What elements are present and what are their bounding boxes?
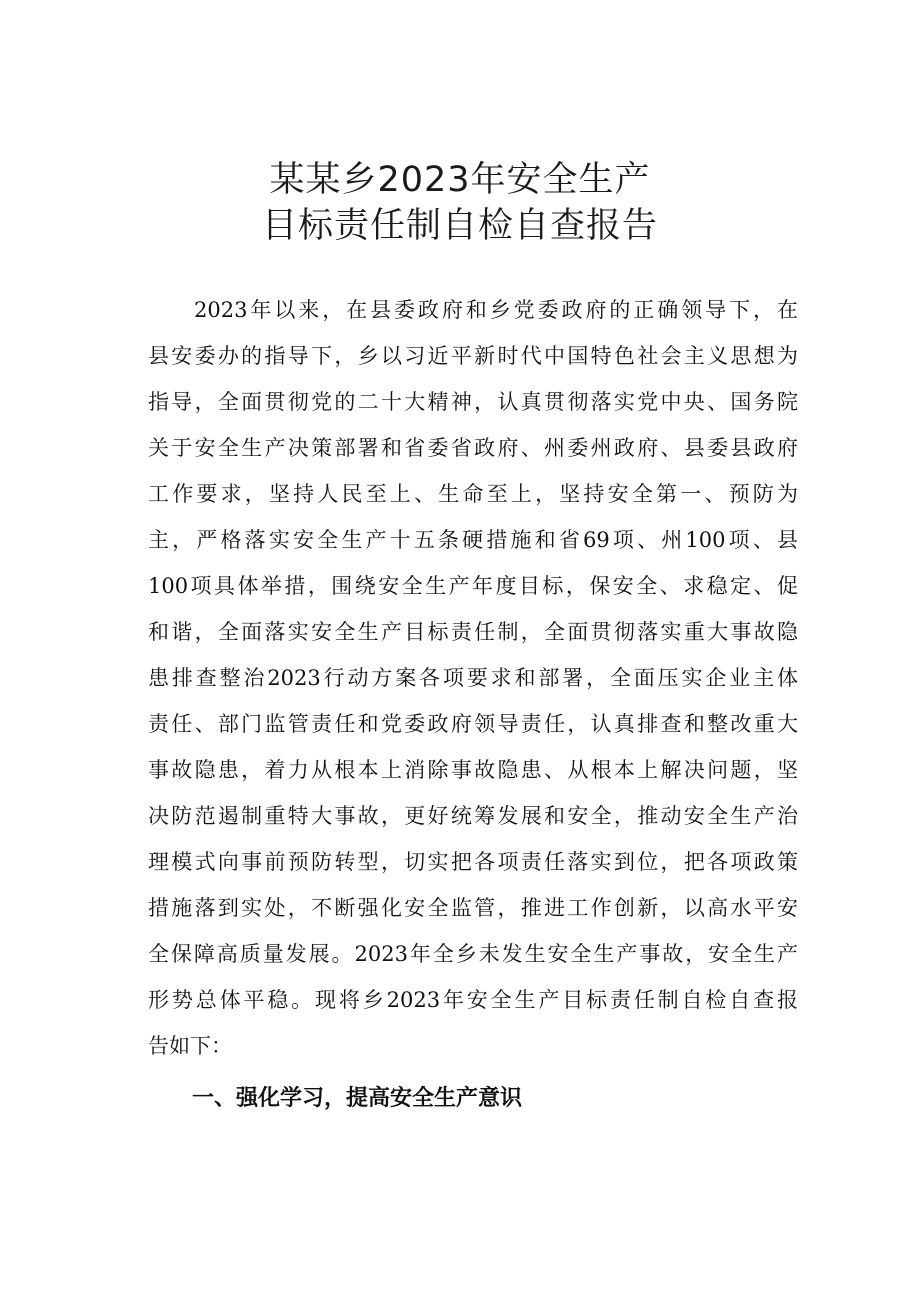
paragraph-line: 告如下： [148,1034,232,1058]
paragraph-line: 决防范遏制重特大事故，更好统筹发展和安全，推动安全生产治 [148,804,798,828]
paragraph-line: 工作要求，坚持人民至上、生命至上，坚持安全第一、预防为 [148,482,798,506]
paragraph-line: 100项具体举措，围绕安全生产年度目标，保安全、求稳定、促 [148,574,798,598]
section-heading: 一、强化学习，提高安全生产意识 [192,1086,523,1111]
paragraph-line: 和谐，全面落实安全生产目标责任制，全面贯彻落实重大事故隐 [148,620,798,644]
paragraph-line: 全保障高质量发展。2023年全乡未发生安全生产事故，安全生产 [148,942,798,966]
paragraph-line: 指导，全面贯彻党的二十大精神，认真贯彻落实党中央、国务院 [148,390,798,414]
document-title-line-1: 某某乡2023年安全生产 [269,160,651,200]
paragraph-line: 主，严格落实安全生产十五条硬措施和省69项、州100项、县 [148,528,798,552]
paragraph-line: 关于安全生产决策部署和省委省政府、州委州政府、县委县政府 [148,436,798,460]
paragraph-line: 县安委办的指导下，乡以习近平新时代中国特色社会主义思想为 [148,344,798,368]
paragraph-line: 事故隐患，着力从根本上消除事故隐患、从根本上解决问题，坚 [148,758,798,782]
paragraph-line: 患排查整治2023行动方案各项要求和部署，全面压实企业主体 [148,666,798,690]
paragraph-line: 措施落到实处，不断强化安全监管，推进工作创新，以高水平安 [148,896,798,920]
paragraph-line: 2023年以来，在县委政府和乡党委政府的正确领导下，在 [194,298,798,322]
paragraph-line: 理模式向事前预防转型，切实把各项责任落实到位，把各项政策 [148,850,798,874]
paragraph-line: 责任、部门监管责任和党委政府领导责任，认真排查和整改重大 [148,712,798,736]
paragraph-line: 形势总体平稳。现将乡2023年安全生产目标责任制自检自查报 [148,988,798,1012]
document-title-line-2: 目标责任制自检自查报告 [261,206,658,246]
